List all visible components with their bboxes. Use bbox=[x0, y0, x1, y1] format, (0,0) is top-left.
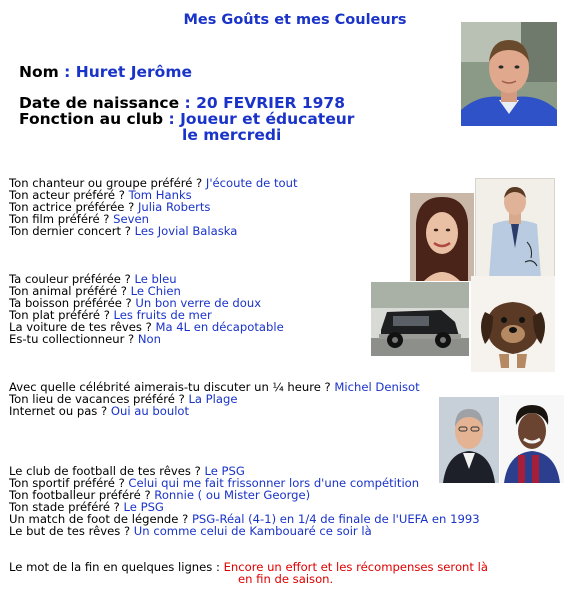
question: Ta couleur préférée ? bbox=[9, 272, 135, 286]
answer: Celui qui me fait frissonner lors d'une compétition bbox=[128, 476, 420, 490]
question: Ton lieu de vacances préféré ? bbox=[9, 392, 189, 406]
qa-row bbox=[9, 333, 161, 345]
car-photo bbox=[371, 282, 469, 356]
question: Le but de tes rêves ? bbox=[9, 524, 134, 538]
question: Internet ou pas ? bbox=[9, 404, 111, 418]
answer: Seven bbox=[113, 212, 149, 226]
question: Ton actrice préférée ? bbox=[9, 200, 138, 214]
dog-photo bbox=[471, 276, 555, 372]
name-value: : Huret Jerôme bbox=[58, 63, 192, 81]
footballer-photo bbox=[500, 395, 564, 483]
answer: Non bbox=[137, 332, 161, 346]
question: Ton plat préféré ? bbox=[9, 308, 114, 322]
answer: PSG-Réal (4-1) en 1/4 de finale de l'UEFA en 1993 bbox=[191, 512, 480, 526]
celebrity-photo bbox=[439, 397, 499, 483]
qa-row bbox=[9, 405, 189, 417]
dob-value: : 20 FEVRIER 1978 bbox=[179, 94, 346, 112]
player-portrait bbox=[461, 22, 557, 126]
answer: Les fruits de mer bbox=[113, 308, 212, 322]
question: Un match de foot de légende ? bbox=[9, 512, 192, 526]
answer: Ronnie ( ou Mister George) bbox=[154, 488, 311, 502]
question: Le mot de la fin en quelques lignes : bbox=[9, 560, 224, 574]
question: Ton chanteur ou groupe préféré ? bbox=[9, 176, 206, 190]
role-row-2 bbox=[182, 126, 281, 144]
answer: Michel Denisot bbox=[334, 380, 420, 394]
question: Ta boisson préférée ? bbox=[9, 296, 136, 310]
dob-label: Date de naissance bbox=[19, 94, 180, 112]
question: Ton film préféré ? bbox=[9, 212, 114, 226]
question: Es-tu collectionneur ? bbox=[9, 332, 138, 346]
actress-photo bbox=[410, 193, 474, 281]
qa-row bbox=[9, 525, 372, 537]
qa-row bbox=[9, 225, 237, 237]
answer: Ma 4L en décapotable bbox=[155, 320, 284, 334]
question: Ton footballeur préféré ? bbox=[9, 488, 155, 502]
answer: Un comme celui de Kambouaré ce soir là bbox=[133, 524, 372, 538]
role-value-line2: le mercredi bbox=[182, 126, 282, 144]
question: Avec quelle célébrité aimerais-tu discuter un ¼ heure ? bbox=[9, 380, 335, 394]
question: Ton sportif préféré ? bbox=[9, 476, 129, 490]
answer: J'écoute de tout bbox=[205, 176, 298, 190]
question: Ton acteur préféré ? bbox=[9, 188, 129, 202]
answer: Tom Hanks bbox=[128, 188, 192, 202]
role-label: Fonction au club bbox=[19, 110, 164, 128]
role-value: : Joueur et éducateur bbox=[163, 110, 355, 128]
answer: La Plage bbox=[188, 392, 238, 406]
question: Ton stade préféré ? bbox=[9, 500, 124, 514]
answer: Oui au boulot bbox=[110, 404, 190, 418]
actor-photo bbox=[475, 178, 555, 278]
answer: Le Chien bbox=[130, 284, 181, 298]
answer: Le PSG bbox=[123, 500, 164, 514]
answer: Le bleu bbox=[134, 272, 177, 286]
answer: Julia Roberts bbox=[137, 200, 211, 214]
question: Le club de football de tes rêves ? bbox=[9, 464, 205, 478]
page-title: Mes Goûts et mes Couleurs bbox=[183, 12, 407, 28]
final-answer: Encore un effort et les récompenses seront là bbox=[223, 560, 488, 574]
question: Ton animal préféré ? bbox=[9, 284, 131, 298]
answer: Un bon verre de doux bbox=[135, 296, 262, 310]
final-row-2 bbox=[238, 573, 333, 585]
question: La voiture de tes rêves ? bbox=[9, 320, 156, 334]
final-answer-line2: en fin de saison. bbox=[238, 572, 334, 586]
answer: Le PSG bbox=[204, 464, 245, 478]
question: Ton dernier concert ? bbox=[9, 224, 135, 238]
name-row bbox=[19, 63, 192, 81]
answer: Les Jovial Balaska bbox=[134, 224, 238, 238]
name-label: Nom bbox=[19, 63, 59, 81]
